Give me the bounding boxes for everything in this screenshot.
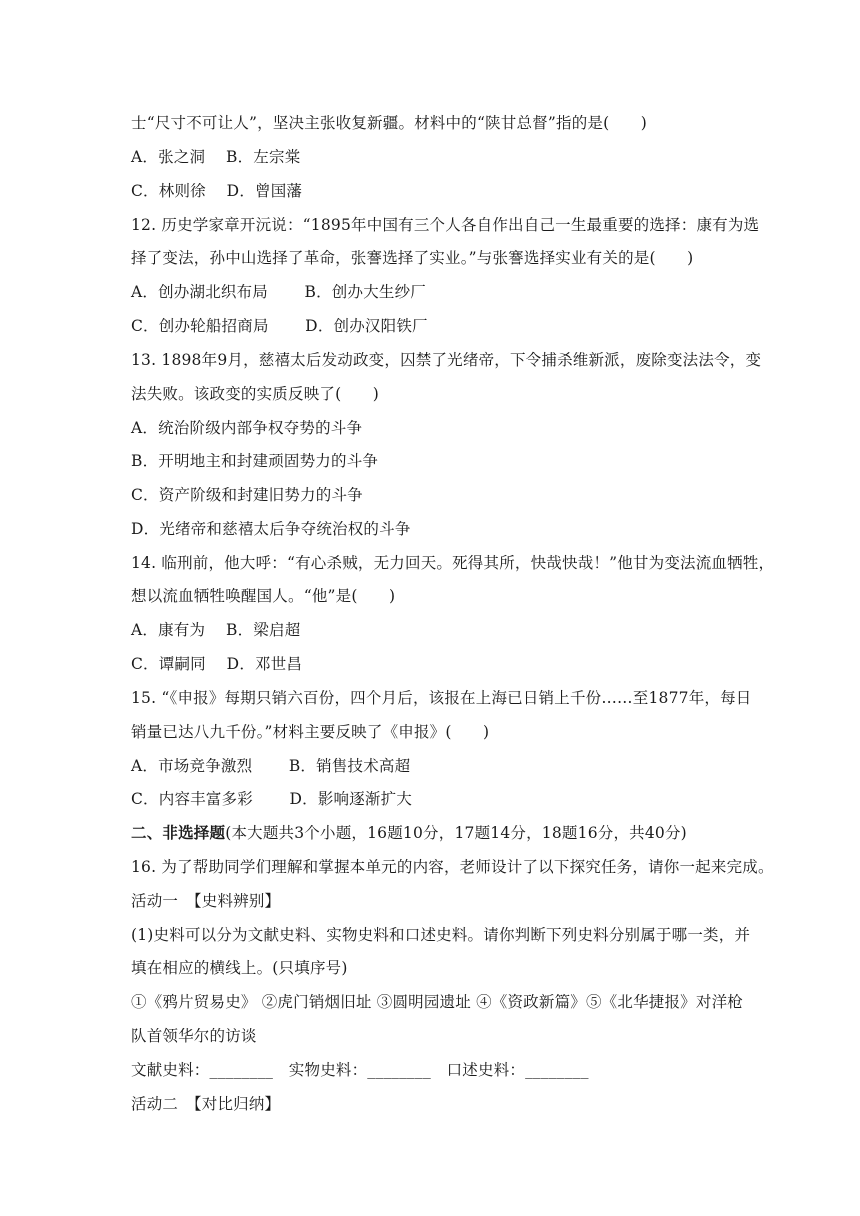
- question-14-stem-line-1: 14. 临刑前，他大呼：“有心杀贼，无力回天。死得其所，快哉快哉！”他甘为变法流血牺牲，: [131, 554, 775, 572]
- question-13-stem-line-2: 法失败。该政变的实质反映了( ): [131, 385, 379, 403]
- question-13-option-c: C．资产阶级和封建旧势力的斗争: [131, 486, 363, 504]
- question-14-options-cd: C．谭嗣同 D．邓世昌: [131, 655, 303, 673]
- activity-1-sources-line-1: ①《鸦片贸易史》 ②虎门销烟旧址 ③圆明园遗址 ④《资政新篇》⑤《北华捷报》对洋枪: [131, 993, 743, 1011]
- activity-1-instruction-line-1: (1)史料可以分为文献史料、实物史料和口述史料。请你判断下列史料分别属于哪一类，并: [131, 926, 751, 944]
- question-15-options-ab: A．市场竞争激烈 B．销售技术高超: [131, 757, 411, 775]
- question-13-option-a: A．统治阶级内部争权夺势的斗争: [131, 419, 363, 437]
- question-13-option-b: B．开明地主和封建顽固势力的斗争: [131, 452, 379, 470]
- question-13-stem-line-1: 13. 1898年9月，慈禧太后发动政变，囚禁了光绪帝，下令捕杀维新派，废除变法法令，变: [131, 351, 762, 369]
- question-14-stem-line-2: 想以流血牺牲唤醒国人。“他”是( ): [131, 587, 396, 605]
- question-12-stem-line-1: 12. 历史学家章开沅说：“1895年中国有三个人各自作出自己一生最重要的选择：康有为选: [131, 216, 760, 234]
- question-11-options-ab: A．张之洞 B．左宗棠: [131, 148, 301, 166]
- question-14-options-ab: A．康有为 B．梁启超: [131, 621, 301, 639]
- activity-1-instruction-line-2: 填在相应的横线上。(只填序号): [131, 959, 348, 977]
- question-11-stem-line: 士“尺寸不可让人”，坚决主张收复新疆。材料中的“陕甘总督”指的是( ): [131, 114, 647, 132]
- activity-1-answer-blanks: 文献史料：________ 实物史料：________ 口述史料：________: [131, 1061, 589, 1079]
- question-15-stem-line-1: 15. “《申报》每期只销六百份，四个月后，该报在上海已日销上千份……至1877年，每日: [131, 689, 752, 707]
- question-16-stem: 16. 为了帮助同学们理解和掌握本单元的内容，老师设计了以下探究任务，请你一起来完成。: [131, 858, 774, 876]
- section-heading-non-choice: [131, 823, 741, 843]
- question-13-option-d: D．光绪帝和慈禧太后争夺统治权的斗争: [131, 520, 411, 538]
- activity-1-sources-line-2: 队首领华尔的访谈: [131, 1027, 257, 1045]
- question-12-options-cd: C．创办轮船招商局 D．创办汉阳铁厂: [131, 317, 428, 335]
- section-heading-title: 二、非选择题: [131, 823, 226, 842]
- question-15-options-cd: C．内容丰富多彩 D．影响逐渐扩大: [131, 790, 413, 808]
- section-heading-scoring: (本大题共3个小题，16题10分，17题14分，18题16分，共40分): [225, 824, 687, 842]
- activity-1-heading: 活动一 【史料辨别】: [131, 892, 281, 910]
- activity-2-heading: 活动二 【对比归纳】: [131, 1095, 281, 1113]
- question-12-stem-line-2: 择了变法，孙中山选择了革命，张謇选择了实业。”与张謇选择实业有关的是( ): [131, 249, 694, 267]
- question-15-stem-line-2: 销量已达八九千份。”材料主要反映了《申报》( ): [131, 723, 490, 741]
- question-12-options-ab: A．创办湖北织布局 B．创办大生纱厂: [131, 283, 427, 301]
- question-11-options-cd: C．林则徐 D．曾国藩: [131, 182, 303, 200]
